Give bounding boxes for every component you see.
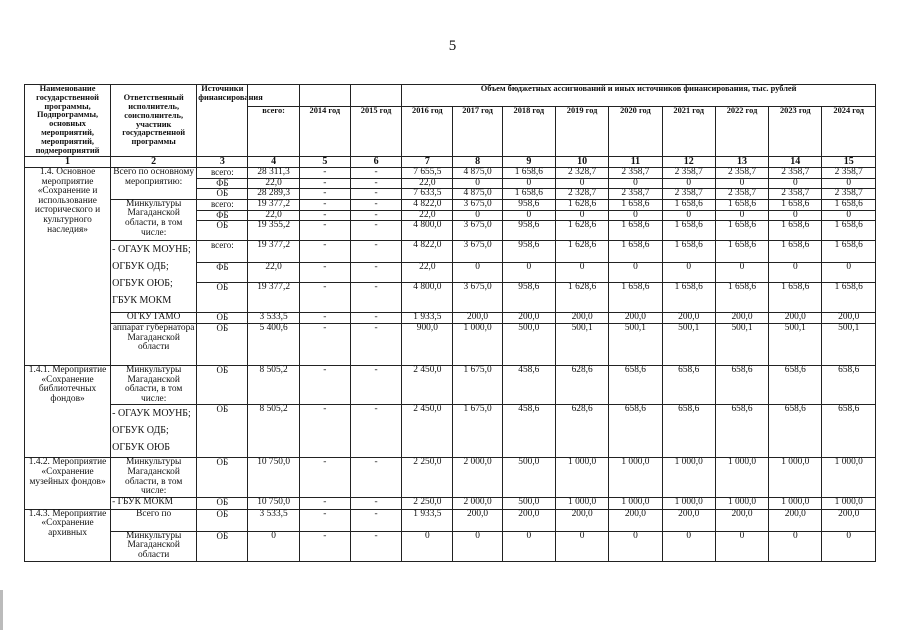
value-cell: 3 675,0 [453,221,502,241]
value-cell: 500,1 [822,323,876,365]
value-cell: 3 675,0 [453,241,502,263]
value-cell: 2 358,7 [715,189,768,200]
table-row [25,458,876,497]
value-cell: 2 358,7 [715,168,768,179]
source-cell: ОБ [197,405,248,458]
value-cell: 0 [715,210,768,221]
value-cell: 658,6 [822,405,876,458]
value-cell: 1 658,6 [502,168,555,179]
value-cell: 2 450,0 [402,365,453,404]
value-cell: 658,6 [715,365,768,404]
value-cell: 1 628,6 [555,283,608,313]
value-cell: 1 000,0 [715,497,768,509]
value-cell: 0 [555,263,608,283]
value-cell: 900,0 [402,323,453,365]
value-cell: 4 875,0 [453,189,502,200]
value-cell: 2 358,7 [822,168,876,179]
value-cell: 19 377,2 [248,283,299,313]
value-cell: 2 250,0 [402,458,453,497]
value-cell: 1 628,6 [555,241,608,263]
value-cell: 1 658,6 [502,189,555,200]
value-cell: - [299,263,350,283]
source-cell: всего: [197,241,248,263]
value-cell: 2 250,0 [402,497,453,509]
executor-cell: - ГБУК МОКМ [111,497,197,509]
value-cell: 958,6 [502,221,555,241]
source-cell: ОБ [197,313,248,324]
value-cell: - [299,241,350,263]
value-cell: 0 [715,531,768,561]
table-row [25,405,876,458]
column-number: 1 [25,157,111,168]
value-cell: 19 377,2 [248,199,299,210]
value-cell: 1 658,6 [609,241,662,263]
source-cell: ОБ [197,323,248,365]
header-year-2015: 2015 год [350,107,401,157]
value-cell: 2 358,7 [769,189,822,200]
scan-edge-mark [0,590,3,630]
value-cell: 22,0 [248,210,299,221]
header-year-2023: 2023 год [769,107,822,157]
header-year-2014: 2014 год [299,107,350,157]
value-cell: 0 [822,178,876,189]
value-cell: 1 658,6 [822,283,876,313]
value-cell: 1 658,6 [609,199,662,210]
value-cell: 3 533,5 [248,313,299,324]
value-cell: 458,6 [502,365,555,404]
value-cell: 658,6 [822,365,876,404]
executor-cell: - ОГАУК МОУНБ; ОГБУК ОДБ; ОГБУК ОЮБ; ГБУК МОКМ [111,241,197,313]
header-year-2017: 2017 год [453,107,502,157]
value-cell: 200,0 [555,313,608,324]
value-cell: 22,0 [402,210,453,221]
value-cell: - [299,458,350,497]
source-cell: ОБ [197,221,248,241]
value-cell: 658,6 [769,365,822,404]
value-cell: 1 628,6 [555,221,608,241]
value-cell: 4 875,0 [453,168,502,179]
value-cell: 1 933,5 [402,313,453,324]
source-cell: всего: [197,168,248,179]
header-executor: Ответственный исполнитель, соисполнитель, участник государственной программы [111,85,197,157]
column-number: 10 [555,157,608,168]
column-number: 2 [111,157,197,168]
value-cell: 10 750,0 [248,458,299,497]
value-cell: 2 358,7 [662,168,715,179]
value-cell: 7 655,5 [402,168,453,179]
header-year-2018: 2018 год [502,107,555,157]
value-cell: 658,6 [662,405,715,458]
item-name: 1.4.2. Мероприятие «Сохранение музейных фондов» [25,458,111,509]
column-number: 9 [502,157,555,168]
executor-cell: Минкультуры Магаданской области, в том числе: [111,365,197,404]
value-cell: 28 311,3 [248,168,299,179]
table-row [25,365,876,404]
value-cell: 200,0 [609,509,662,531]
value-cell: - [350,263,401,283]
value-cell: - [299,189,350,200]
value-cell: 500,0 [502,497,555,509]
value-cell: 5 400,6 [248,323,299,365]
value-cell: 0 [715,263,768,283]
item-name: 1.4. Основное мероприятие «Сохранение и использование исторического и культурного наследия» [25,168,111,366]
value-cell: 1 000,0 [715,458,768,497]
value-cell: 1 000,0 [609,497,662,509]
value-cell: 0 [769,263,822,283]
value-cell: 4 822,0 [402,199,453,210]
value-cell: - [350,458,401,497]
table-row [25,323,876,365]
column-number: 11 [609,157,662,168]
value-cell: 200,0 [715,509,768,531]
value-cell: - [350,178,401,189]
executor-cell: - ОГАУК МОУНБ; ОГБУК ОДБ; ОГБУК ОЮБ [111,405,197,458]
value-cell: - [299,210,350,221]
value-cell: 0 [769,178,822,189]
value-cell: - [350,509,401,531]
value-cell: 1 675,0 [453,405,502,458]
value-cell: 1 000,0 [662,458,715,497]
value-cell: 1 000,0 [769,458,822,497]
value-cell: 658,6 [609,405,662,458]
value-cell: 1 658,6 [715,283,768,313]
value-cell: 8 505,2 [248,405,299,458]
page-number: 5 [448,38,457,54]
header-year-2020: 2020 год [609,107,662,157]
value-cell: 2 328,7 [555,189,608,200]
value-cell: 0 [453,263,502,283]
executor-cell: Минкультуры Магаданской области, в том числе: [111,199,197,241]
value-cell: 0 [822,263,876,283]
value-cell: 0 [609,531,662,561]
value-cell: 2 358,7 [609,168,662,179]
value-cell: 1 000,0 [609,458,662,497]
value-cell: 19 355,2 [248,221,299,241]
value-cell: 4 822,0 [402,241,453,263]
table-row [25,313,876,324]
item-name: 1.4.3. Мероприятие «Сохранение архивных [25,509,111,561]
value-cell: 1 675,0 [453,365,502,404]
value-cell: 2 358,7 [822,189,876,200]
value-cell: 2 000,0 [453,458,502,497]
value-cell: - [350,168,401,179]
value-cell: 200,0 [769,313,822,324]
executor-cell: Всего по основному мероприятию: [111,168,197,200]
value-cell: 1 658,6 [662,241,715,263]
value-cell: 1 000,0 [555,497,608,509]
value-cell: 0 [822,531,876,561]
value-cell: 1 658,6 [662,283,715,313]
value-cell: 958,6 [502,241,555,263]
value-cell: 500,1 [769,323,822,365]
value-cell: - [299,283,350,313]
value-cell: 0 [402,531,453,561]
value-cell: - [350,497,401,509]
value-cell: 4 800,0 [402,283,453,313]
value-cell: 628,6 [555,365,608,404]
value-cell: 200,0 [822,509,876,531]
value-cell: 628,6 [555,405,608,458]
value-cell: 28 289,3 [248,189,299,200]
source-cell: всего: [197,199,248,210]
header-year-2024: 2024 год [822,107,876,157]
value-cell: 1 628,6 [555,199,608,210]
value-cell: 0 [609,210,662,221]
value-cell: 200,0 [453,313,502,324]
value-cell: 500,1 [609,323,662,365]
value-cell: 1 933,5 [402,509,453,531]
value-cell: 0 [662,531,715,561]
column-number: 15 [822,157,876,168]
value-cell: 7 633,5 [402,189,453,200]
value-cell: 0 [555,531,608,561]
value-cell: 458,6 [502,405,555,458]
source-cell: ОБ [197,509,248,531]
value-cell: 200,0 [502,509,555,531]
value-cell: - [299,323,350,365]
column-number: 13 [715,157,768,168]
value-cell: - [299,497,350,509]
table-row [25,241,876,263]
value-cell: 1 658,6 [662,199,715,210]
source-cell: ОБ [197,531,248,561]
value-cell: 958,6 [502,199,555,210]
value-cell: 200,0 [609,313,662,324]
executor-cell: Минкультуры Магаданской области [111,531,197,561]
value-cell: 200,0 [453,509,502,531]
column-number: 7 [402,157,453,168]
value-cell: 22,0 [402,263,453,283]
value-cell: 0 [248,531,299,561]
source-cell: ФБ [197,210,248,221]
value-cell: 22,0 [402,178,453,189]
value-cell: 1 000,0 [453,323,502,365]
value-cell: 1 658,6 [609,283,662,313]
header-name: Наименование государственной программы, Подпрограммы, основных мероприятий, мероприятий, подмероприятий [25,85,111,157]
value-cell: - [350,405,401,458]
column-number: 5 [299,157,350,168]
header-volume: Объем бюджетных ассигнований и иных источников финансирования, тыс. рублей [402,85,876,107]
value-cell: 200,0 [502,313,555,324]
value-cell: 4 800,0 [402,221,453,241]
budget-table [24,84,876,562]
value-cell: 0 [609,263,662,283]
column-number: 6 [350,157,401,168]
executor-cell: Минкультуры Магаданской области, в том числе: [111,458,197,497]
value-cell: 1 658,6 [715,199,768,210]
executor-cell: ОГКУ ГАМО [111,313,197,324]
table-row [25,509,876,531]
value-cell: 19 377,2 [248,241,299,263]
value-cell: 2 000,0 [453,497,502,509]
source-cell: ФБ [197,178,248,189]
value-cell: 0 [453,178,502,189]
value-cell: 0 [502,210,555,221]
value-cell: 3 675,0 [453,283,502,313]
table-row [25,531,876,561]
table-row [25,497,876,509]
column-number: 8 [453,157,502,168]
column-number: 4 [248,157,299,168]
source-cell: ОБ [197,458,248,497]
table-row [25,168,876,179]
value-cell: 500,1 [715,323,768,365]
value-cell: - [299,221,350,241]
value-cell: 1 658,6 [769,283,822,313]
value-cell: 1 658,6 [769,221,822,241]
value-cell: 658,6 [662,365,715,404]
value-cell: - [299,168,350,179]
source-cell: ОБ [197,189,248,200]
value-cell: - [299,531,350,561]
value-cell: 0 [769,210,822,221]
value-cell: - [350,221,401,241]
header-total: всего: [248,107,299,157]
column-number: 12 [662,157,715,168]
source-cell: ОБ [197,365,248,404]
header-blank-3 [350,85,401,107]
value-cell: 1 658,6 [662,221,715,241]
header-source: Источники финансирования [197,85,248,157]
value-cell: 1 658,6 [715,221,768,241]
value-cell: 2 358,7 [609,189,662,200]
header-year-2021: 2021 год [662,107,715,157]
value-cell: 0 [555,178,608,189]
header-year-2019: 2019 год [555,107,608,157]
value-cell: 500,0 [502,323,555,365]
value-cell: - [350,189,401,200]
value-cell: 1 658,6 [822,241,876,263]
value-cell: 0 [662,210,715,221]
value-cell: - [299,178,350,189]
value-cell: 1 658,6 [715,241,768,263]
value-cell: 500,0 [502,458,555,497]
value-cell: 658,6 [609,365,662,404]
value-cell: - [299,313,350,324]
value-cell: 0 [502,178,555,189]
value-cell: - [299,509,350,531]
value-cell: 2 358,7 [769,168,822,179]
source-cell: ОБ [197,497,248,509]
value-cell: 0 [453,531,502,561]
value-cell: 1 000,0 [822,458,876,497]
value-cell: 3 533,5 [248,509,299,531]
value-cell: 2 358,7 [662,189,715,200]
value-cell: - [350,210,401,221]
value-cell: 0 [715,178,768,189]
value-cell: 0 [662,263,715,283]
executor-cell: аппарат губернатора Магаданской области [111,323,197,365]
value-cell: 22,0 [248,178,299,189]
value-cell: 0 [502,531,555,561]
value-cell: 0 [502,263,555,283]
value-cell: 22,0 [248,263,299,283]
value-cell: 2 450,0 [402,405,453,458]
value-cell: 1 658,6 [822,199,876,210]
table-row [25,199,876,210]
value-cell: - [299,405,350,458]
value-cell: 0 [453,210,502,221]
executor-cell: Всего по [111,509,197,531]
column-number: 14 [769,157,822,168]
header-year-2022: 2022 год [715,107,768,157]
value-cell: 0 [555,210,608,221]
value-cell: 658,6 [769,405,822,458]
value-cell: - [350,365,401,404]
value-cell: 500,1 [555,323,608,365]
value-cell: - [299,199,350,210]
value-cell: 200,0 [662,313,715,324]
value-cell: - [350,323,401,365]
value-cell: 500,1 [662,323,715,365]
value-cell: 0 [609,178,662,189]
value-cell: 1 658,6 [822,221,876,241]
value-cell: 200,0 [769,509,822,531]
value-cell: - [350,199,401,210]
source-cell: ФБ [197,263,248,283]
column-number: 3 [197,157,248,168]
value-cell: 200,0 [662,509,715,531]
value-cell: 0 [769,531,822,561]
header-year-2016: 2016 год [402,107,453,157]
value-cell: 3 675,0 [453,199,502,210]
source-cell: ОБ [197,283,248,313]
value-cell: 1 658,6 [609,221,662,241]
value-cell: 0 [662,178,715,189]
value-cell: 1 658,6 [769,199,822,210]
header-blank-2 [299,85,350,107]
value-cell: 200,0 [822,313,876,324]
item-name: 1.4.1. Мероприятие «Сохранение библиотечных фондов» [25,365,111,457]
value-cell: 200,0 [715,313,768,324]
value-cell: 958,6 [502,283,555,313]
value-cell: 658,6 [715,405,768,458]
value-cell: - [350,531,401,561]
value-cell: - [299,365,350,404]
value-cell: 1 658,6 [769,241,822,263]
value-cell: 1 000,0 [662,497,715,509]
value-cell: 1 000,0 [769,497,822,509]
value-cell: 2 328,7 [555,168,608,179]
value-cell: - [350,283,401,313]
value-cell: 10 750,0 [248,497,299,509]
value-cell: 1 000,0 [822,497,876,509]
value-cell: 0 [822,210,876,221]
value-cell: 1 000,0 [555,458,608,497]
value-cell: 200,0 [555,509,608,531]
value-cell: - [350,313,401,324]
value-cell: - [350,241,401,263]
value-cell: 8 505,2 [248,365,299,404]
